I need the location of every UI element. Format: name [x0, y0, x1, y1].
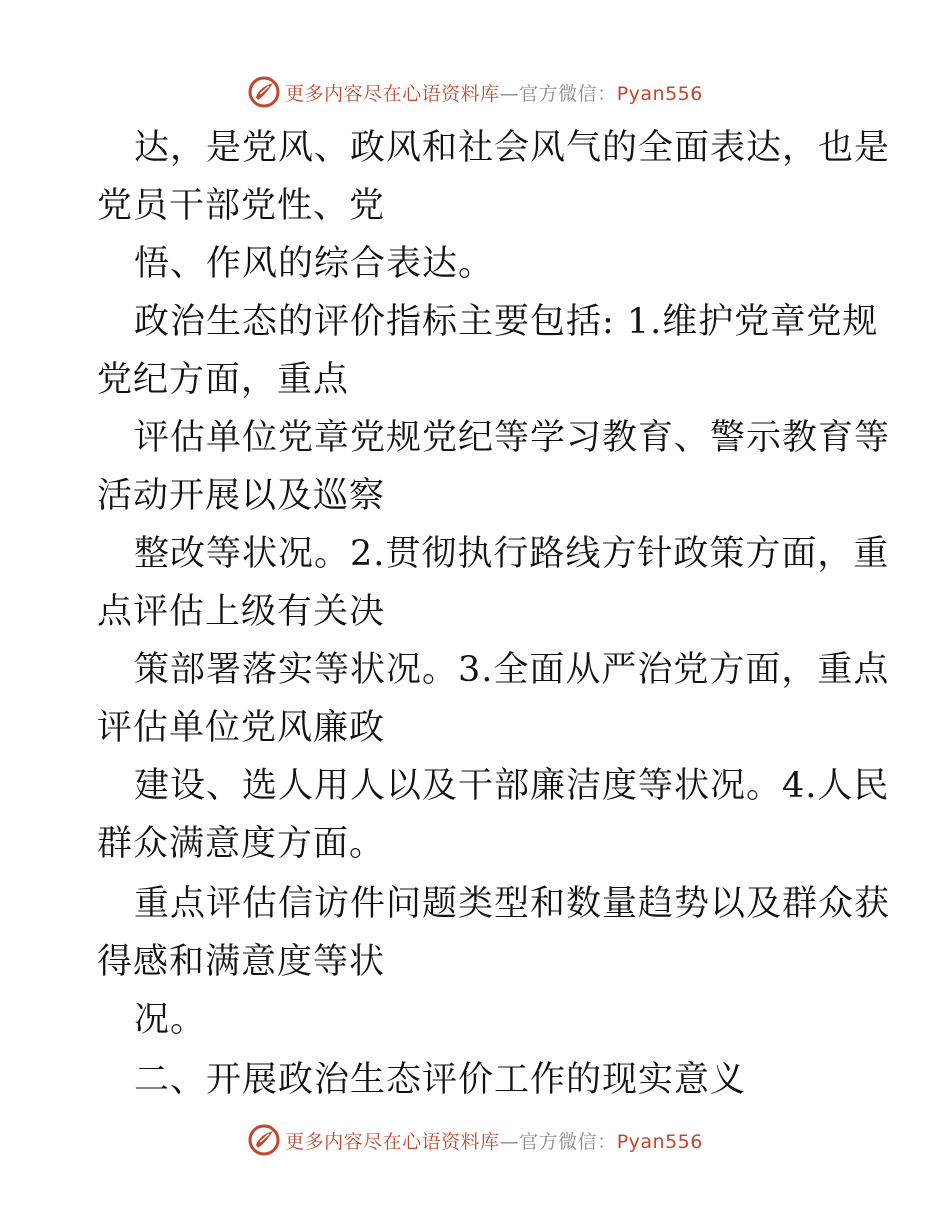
text-line: 重点评估信访件问题类型和数量趋势以及群众获	[134, 884, 891, 924]
text-line: 悟、作风的综合表达。	[134, 244, 495, 284]
watermark-main: 更多内容尽在心语资料库	[285, 1130, 500, 1153]
text-line: 群众满意度方面。	[97, 824, 386, 864]
text-line: 建设、选人用人以及干部廉洁度等状况。4.人民	[134, 766, 890, 806]
watermark-id: Pyan556	[616, 82, 703, 105]
text-line: 政治生态的评价指标主要包括: 1.维护党章党规	[134, 302, 879, 342]
text-line: 党纪方面，重点	[97, 360, 350, 400]
text-line: 党员干部党性、党	[97, 186, 386, 226]
watermark-label: 官方微信：	[519, 1130, 617, 1153]
watermark-separator: —	[499, 1130, 520, 1153]
logo-icon	[247, 1123, 281, 1157]
header-watermark	[0, 72, 950, 112]
watermark-main: 更多内容尽在心语资料库	[285, 82, 500, 105]
text-line: 评估单位党风廉政	[97, 708, 386, 748]
text-line: 达，是党风、政风和社会风气的全面表达，也是	[134, 128, 891, 168]
logo-icon	[247, 75, 281, 109]
footer-watermark	[0, 1120, 950, 1160]
text-line: 况。	[134, 1000, 207, 1040]
text-line: 点评估上级有关决	[97, 592, 386, 632]
text-line: 评估单位党章党规党纪等学习教育、警示教育等	[134, 418, 891, 458]
text-line: 活动开展以及巡察	[97, 476, 386, 516]
section-heading: 二、开展政治生态评价工作的现实意义	[134, 1060, 747, 1100]
text-line: 整改等状况。2.贯彻执行路线方针政策方面，重	[134, 534, 890, 574]
text-line: 策部署落实等状况。3.全面从严治党方面，重点	[134, 650, 890, 690]
text-line: 得感和满意度等状	[97, 942, 386, 982]
watermark-text	[285, 1127, 703, 1154]
watermark-text	[285, 79, 703, 106]
watermark-label: 官方微信：	[519, 82, 617, 105]
watermark-id: Pyan556	[616, 1130, 703, 1153]
watermark-separator: —	[499, 82, 520, 105]
